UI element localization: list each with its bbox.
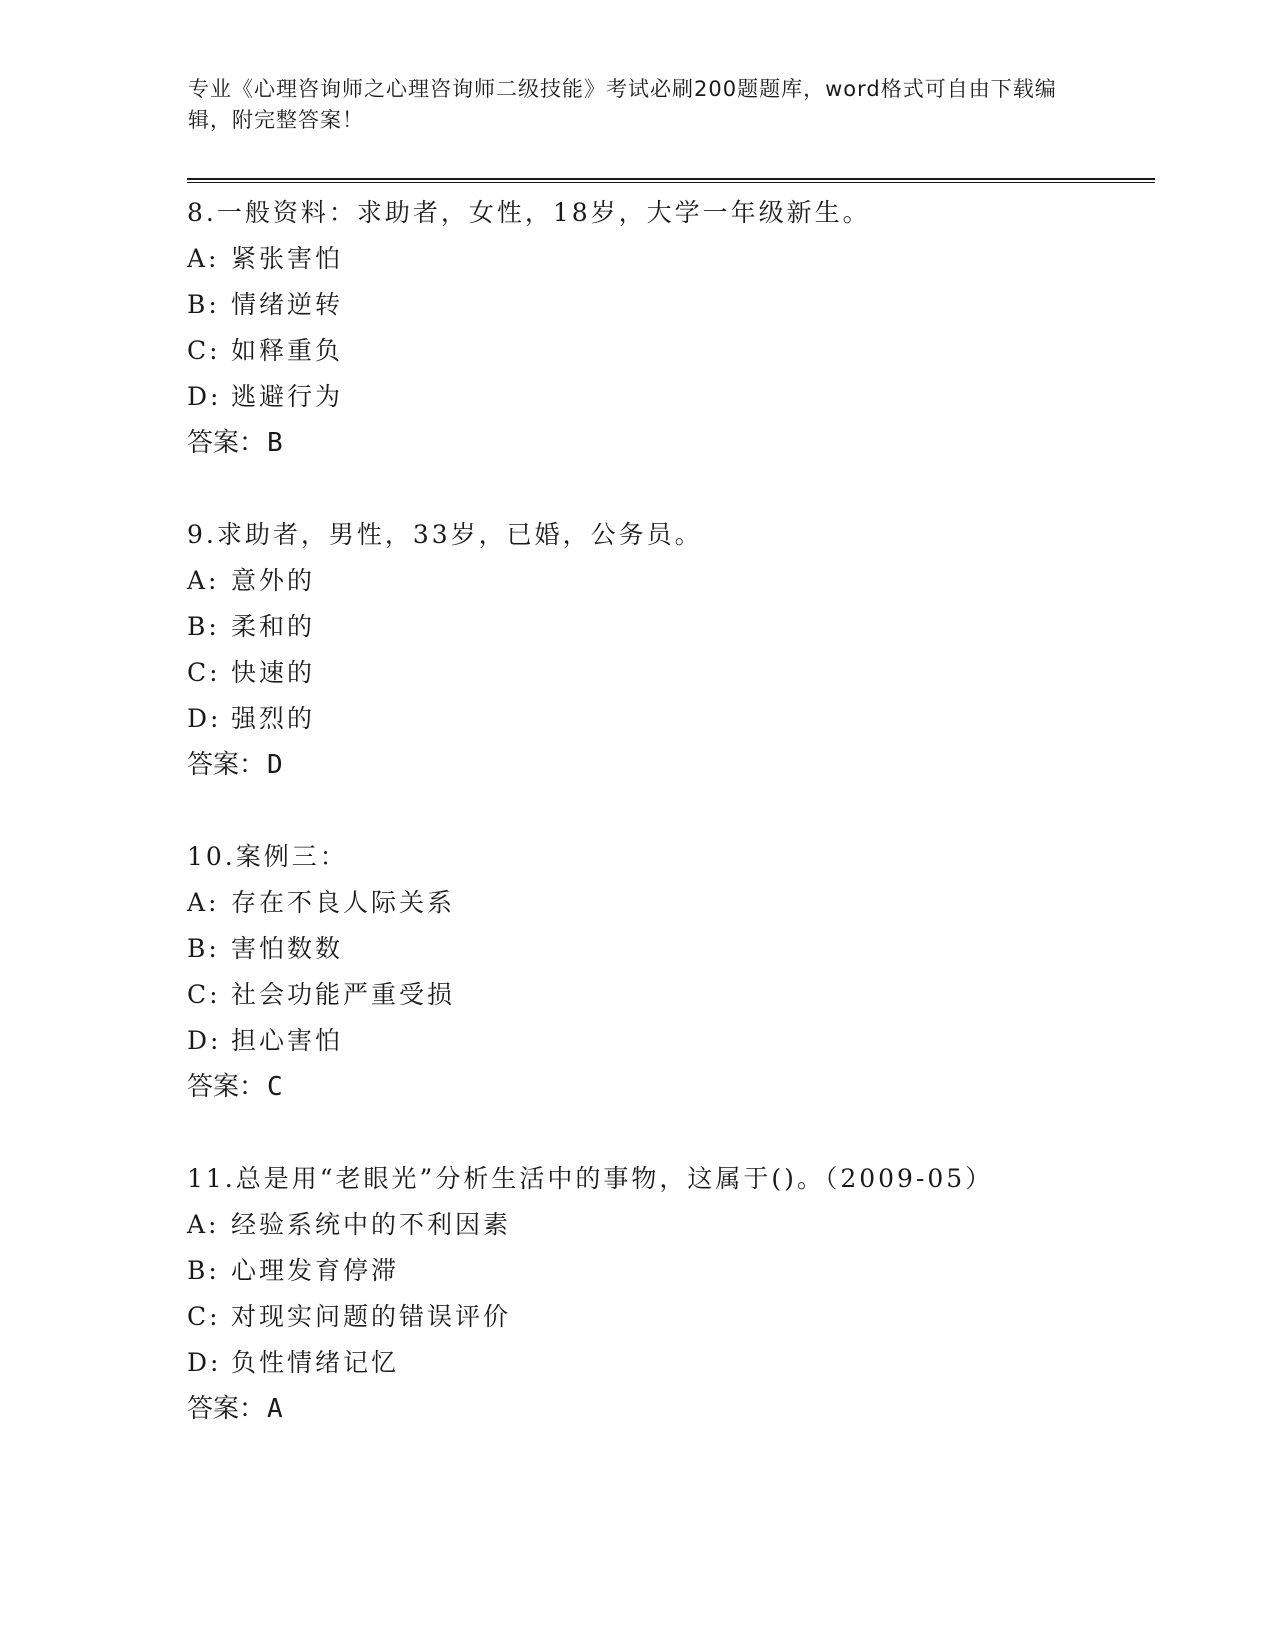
option-text: 如释重负: [231, 336, 344, 365]
option-letter: D:: [187, 1348, 222, 1377]
option-b: [187, 1248, 1155, 1294]
option-d: [187, 1340, 1155, 1386]
question-list: [187, 190, 1155, 1478]
option-letter: B:: [187, 612, 220, 641]
question-9: [187, 512, 1155, 788]
option-text: 对现实问题的错误评价: [231, 1302, 512, 1331]
option-letter: D:: [187, 704, 222, 733]
option-letter: B:: [187, 290, 220, 319]
option-text: 意外的: [231, 566, 316, 595]
option-letter: C:: [187, 980, 221, 1009]
option-a: [187, 880, 1155, 926]
option-c: [187, 972, 1155, 1018]
question-stem: 8.一般资料：求助者，女性，18岁，大学一年级新生。: [187, 198, 871, 227]
answer-label: 答案：: [187, 750, 266, 780]
option-a: [187, 1202, 1155, 1248]
answer-line: [187, 420, 1155, 466]
option-letter: A:: [187, 566, 220, 595]
answer-value: D: [267, 750, 283, 780]
answer-value: C: [267, 1072, 283, 1102]
question-stem: 9.求助者，男性，33岁，已婚，公务员。: [187, 520, 703, 549]
option-text: 快速的: [231, 658, 316, 687]
question-8: [187, 190, 1155, 466]
option-text: 强烈的: [231, 704, 316, 733]
answer-label: 答案：: [187, 428, 266, 458]
option-letter: A:: [187, 244, 220, 273]
option-text: 存在不良人际关系: [231, 888, 456, 917]
option-text: 社会功能严重受损: [231, 980, 456, 1009]
header-divider-thick: [187, 178, 1155, 180]
option-text: 经验系统中的不利因素: [231, 1210, 512, 1239]
option-c: [187, 328, 1155, 374]
option-letter: B:: [187, 1256, 220, 1285]
question-stem: 10.案例三：: [187, 842, 348, 871]
question-11: [187, 1156, 1155, 1432]
option-d: [187, 696, 1155, 742]
question-stem: 11.总是用“老眼光”分析生活中的事物，这属于()。（2009-05）: [187, 1164, 994, 1193]
document-header: 专业《心理咨询师之心理咨询师二级技能》考试必刷200题题库，word格式可自由下载编辑，附完整答案！: [188, 77, 1057, 132]
option-letter: A:: [187, 1210, 220, 1239]
answer-value: B: [267, 428, 283, 458]
header-divider-thin: [187, 182, 1155, 183]
answer-line: [187, 1064, 1155, 1110]
option-a: [187, 236, 1155, 282]
option-letter: C:: [187, 336, 221, 365]
option-c: [187, 650, 1155, 696]
option-text: 担心害怕: [231, 1026, 344, 1055]
option-text: 害怕数数: [231, 934, 344, 963]
option-text: 逃避行为: [231, 382, 344, 411]
option-d: [187, 1018, 1155, 1064]
answer-value: A: [267, 1394, 283, 1424]
option-a: [187, 558, 1155, 604]
answer-label: 答案：: [187, 1072, 266, 1102]
option-letter: C:: [187, 658, 221, 687]
answer-label: 答案：: [187, 1394, 266, 1424]
option-d: [187, 374, 1155, 420]
question-10: [187, 834, 1155, 1110]
answer-line: [187, 1386, 1155, 1432]
option-b: [187, 604, 1155, 650]
option-letter: B:: [187, 934, 220, 963]
option-letter: D:: [187, 1026, 222, 1055]
option-c: [187, 1294, 1155, 1340]
option-letter: A:: [187, 888, 220, 917]
option-letter: D:: [187, 382, 222, 411]
option-text: 负性情绪记忆: [231, 1348, 400, 1377]
option-b: [187, 282, 1155, 328]
option-text: 柔和的: [231, 612, 316, 641]
option-text: 紧张害怕: [231, 244, 344, 273]
option-text: 情绪逆转: [231, 290, 344, 319]
option-text: 心理发育停滞: [231, 1256, 400, 1285]
option-letter: C:: [187, 1302, 221, 1331]
option-b: [187, 926, 1155, 972]
answer-line: [187, 742, 1155, 788]
